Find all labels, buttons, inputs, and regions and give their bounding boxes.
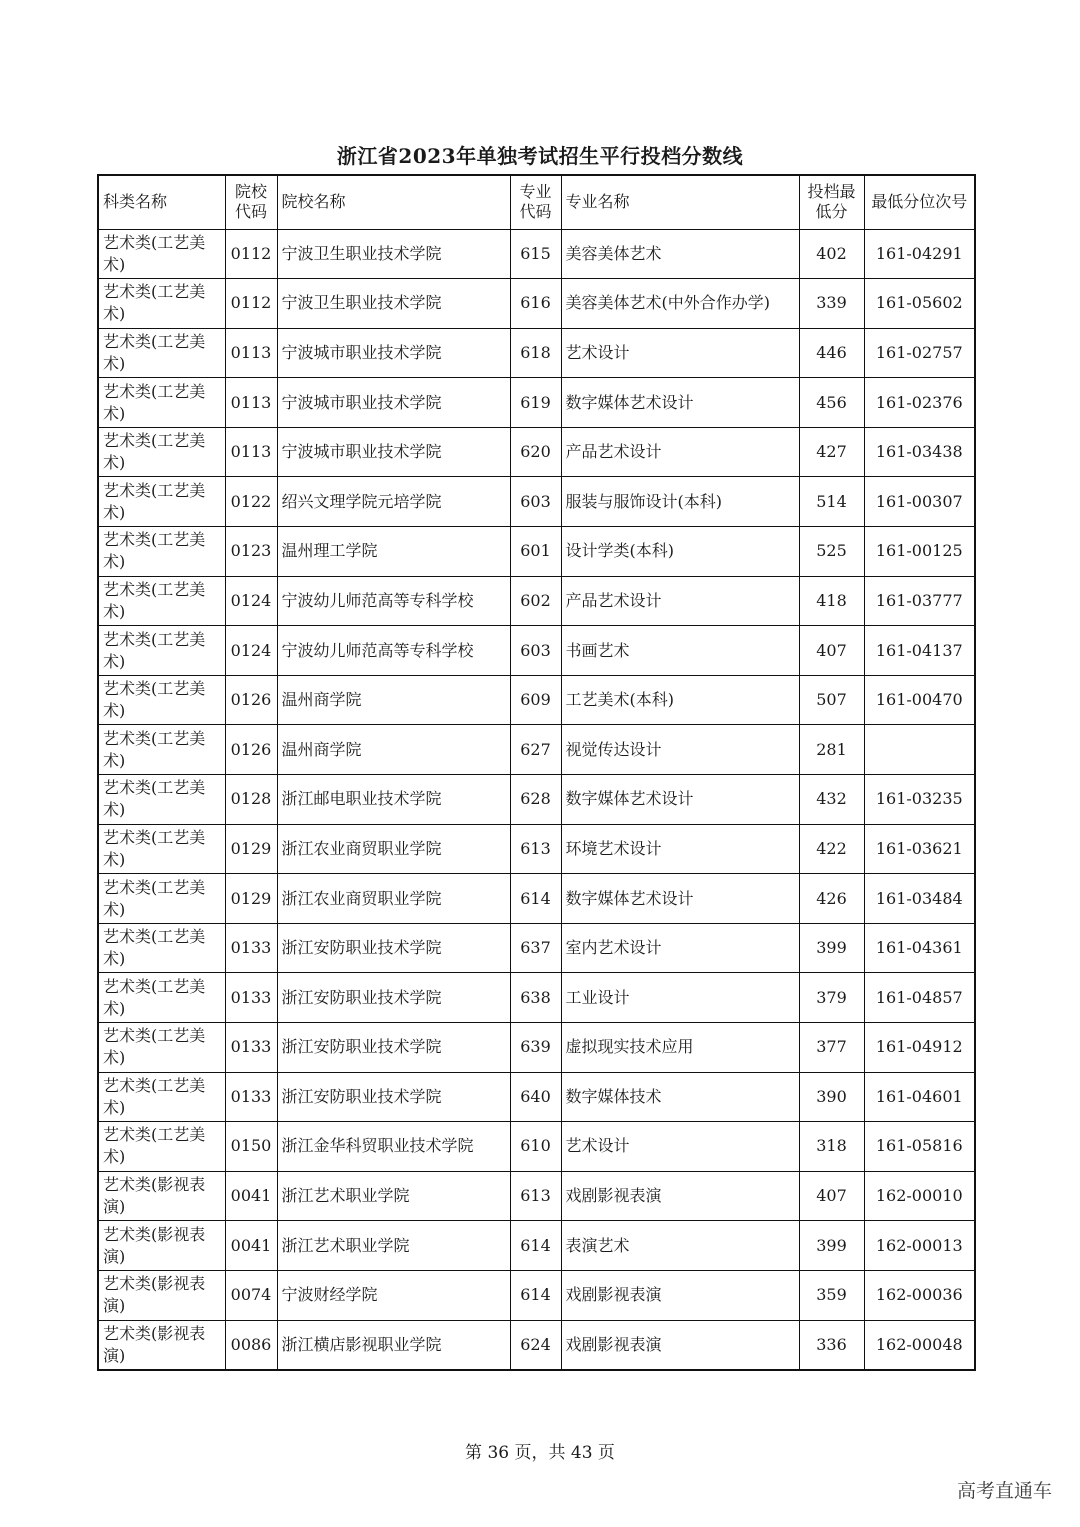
cell-school-name: 宁波城市职业技术学院 <box>277 328 510 378</box>
cell-school-name: 宁波幼儿师范高等专科学校 <box>277 626 510 676</box>
table-row <box>98 427 975 477</box>
cell-school-code: 0133 <box>225 973 277 1023</box>
cell-min-rank: 162-00010 <box>864 1171 975 1221</box>
cell-school-name: 浙江农业商贸职业学院 <box>277 824 510 874</box>
table-row <box>98 1122 975 1172</box>
cell-min-rank: 161-03484 <box>864 874 975 924</box>
cell-min-rank: 161-04361 <box>864 923 975 973</box>
cell-major-code: 619 <box>510 378 561 428</box>
cell-min-score: 456 <box>799 378 864 428</box>
cell-category: 艺术类(工艺美术) <box>98 775 225 825</box>
cell-school-code: 0041 <box>225 1171 277 1221</box>
cell-category: 艺术类(工艺美术) <box>98 626 225 676</box>
table-row <box>98 725 975 775</box>
cell-major-code: 624 <box>510 1320 561 1370</box>
table-row <box>98 328 975 378</box>
cell-min-rank: 161-04601 <box>864 1072 975 1122</box>
cell-school-name: 浙江邮电职业技术学院 <box>277 775 510 825</box>
cell-major-name: 艺术设计 <box>561 1122 799 1172</box>
cell-school-name: 宁波卫生职业技术学院 <box>277 229 510 279</box>
cell-category: 艺术类(工艺美术) <box>98 725 225 775</box>
cell-school-code: 0113 <box>225 328 277 378</box>
cell-major-code: 640 <box>510 1072 561 1122</box>
cell-major-name: 戏剧影视表演 <box>561 1320 799 1370</box>
cell-min-score: 446 <box>799 328 864 378</box>
cell-school-code: 0113 <box>225 427 277 477</box>
cell-major-name: 设计学类(本科) <box>561 527 799 577</box>
cell-min-score: 359 <box>799 1270 864 1320</box>
cell-major-name: 工业设计 <box>561 973 799 1023</box>
cell-school-name: 浙江金华科贸职业技术学院 <box>277 1122 510 1172</box>
cell-min-score: 407 <box>799 1171 864 1221</box>
cell-min-rank: 161-04291 <box>864 229 975 279</box>
cell-major-name: 服装与服饰设计(本科) <box>561 477 799 527</box>
cell-major-name: 表演艺术 <box>561 1221 799 1271</box>
cell-category: 艺术类(工艺美术) <box>98 477 225 527</box>
cell-major-code: 616 <box>510 279 561 329</box>
table-row <box>98 378 975 428</box>
cell-school-name: 宁波幼儿师范高等专科学校 <box>277 576 510 626</box>
cell-major-name: 数字媒体艺术设计 <box>561 775 799 825</box>
cell-category: 艺术类(工艺美术) <box>98 1023 225 1073</box>
cell-major-name: 室内艺术设计 <box>561 923 799 973</box>
cell-category: 艺术类(工艺美术) <box>98 923 225 973</box>
table-row <box>98 775 975 825</box>
table-row <box>98 923 975 973</box>
cell-min-rank: 162-00013 <box>864 1221 975 1271</box>
table-row <box>98 279 975 329</box>
header-school-name: 院校名称 <box>277 175 510 229</box>
cell-min-rank <box>864 725 975 775</box>
table-row <box>98 626 975 676</box>
cell-min-rank: 161-00125 <box>864 527 975 577</box>
cell-min-score: 407 <box>799 626 864 676</box>
cell-major-name: 产品艺术设计 <box>561 576 799 626</box>
header-category: 科类名称 <box>98 175 225 229</box>
cell-school-code: 0113 <box>225 378 277 428</box>
cell-school-code: 0129 <box>225 874 277 924</box>
cell-school-code: 0126 <box>225 675 277 725</box>
cell-major-code: 627 <box>510 725 561 775</box>
cell-category: 艺术类(工艺美术) <box>98 527 225 577</box>
cell-major-name: 虚拟现实技术应用 <box>561 1023 799 1073</box>
cell-school-code: 0074 <box>225 1270 277 1320</box>
cell-min-rank: 161-00307 <box>864 477 975 527</box>
cell-major-name: 书画艺术 <box>561 626 799 676</box>
cell-category: 艺术类(工艺美术) <box>98 675 225 725</box>
header-min-rank: 最低分位次号 <box>864 175 975 229</box>
cell-school-code: 0133 <box>225 1072 277 1122</box>
cell-school-code: 0128 <box>225 775 277 825</box>
cell-school-code: 0150 <box>225 1122 277 1172</box>
cell-school-name: 绍兴文理学院元培学院 <box>277 477 510 527</box>
cell-major-name: 戏剧影视表演 <box>561 1270 799 1320</box>
cell-min-rank: 161-04137 <box>864 626 975 676</box>
table-row <box>98 824 975 874</box>
cell-category: 艺术类(工艺美术) <box>98 328 225 378</box>
header-school-code: 院校代码 <box>225 175 277 229</box>
cell-min-score: 427 <box>799 427 864 477</box>
cell-school-code: 0112 <box>225 229 277 279</box>
cell-min-score: 390 <box>799 1072 864 1122</box>
cell-min-rank: 161-04857 <box>864 973 975 1023</box>
cell-category: 艺术类(影视表演) <box>98 1270 225 1320</box>
cell-major-code: 614 <box>510 1221 561 1271</box>
cell-major-code: 638 <box>510 973 561 1023</box>
cell-major-name: 数字媒体技术 <box>561 1072 799 1122</box>
cell-category: 艺术类(工艺美术) <box>98 824 225 874</box>
cell-school-code: 0133 <box>225 1023 277 1073</box>
cell-major-code: 601 <box>510 527 561 577</box>
cell-category: 艺术类(工艺美术) <box>98 229 225 279</box>
cell-min-rank: 161-02757 <box>864 328 975 378</box>
cell-category: 艺术类(影视表演) <box>98 1320 225 1370</box>
cell-major-code: 639 <box>510 1023 561 1073</box>
table-row <box>98 1072 975 1122</box>
cell-min-score: 432 <box>799 775 864 825</box>
cell-major-code: 614 <box>510 1270 561 1320</box>
cell-min-rank: 161-05602 <box>864 279 975 329</box>
cell-min-score: 422 <box>799 824 864 874</box>
table-row <box>98 1320 975 1370</box>
cell-min-rank: 161-02376 <box>864 378 975 428</box>
cell-min-score: 426 <box>799 874 864 924</box>
cell-major-code: 637 <box>510 923 561 973</box>
cell-major-name: 美容美体艺术(中外合作办学) <box>561 279 799 329</box>
cell-major-code: 603 <box>510 477 561 527</box>
cell-major-name: 产品艺术设计 <box>561 427 799 477</box>
cell-school-name: 宁波卫生职业技术学院 <box>277 279 510 329</box>
cell-school-code: 0123 <box>225 527 277 577</box>
cell-min-rank: 162-00048 <box>864 1320 975 1370</box>
table-row <box>98 477 975 527</box>
cell-major-name: 数字媒体艺术设计 <box>561 378 799 428</box>
cell-category: 艺术类(工艺美术) <box>98 973 225 1023</box>
cell-school-code: 0124 <box>225 626 277 676</box>
cell-min-score: 525 <box>799 527 864 577</box>
table-row <box>98 229 975 279</box>
cell-major-code: 618 <box>510 328 561 378</box>
cell-min-score: 418 <box>799 576 864 626</box>
cell-min-rank: 161-03621 <box>864 824 975 874</box>
cell-min-score: 377 <box>799 1023 864 1073</box>
cell-major-code: 603 <box>510 626 561 676</box>
cell-major-code: 614 <box>510 874 561 924</box>
cell-min-score: 318 <box>799 1122 864 1172</box>
cell-school-code: 0129 <box>225 824 277 874</box>
cell-min-score: 402 <box>799 229 864 279</box>
cell-min-score: 514 <box>799 477 864 527</box>
watermark-text: 高考直通车 <box>956 1480 1052 1502</box>
cell-school-code: 0041 <box>225 1221 277 1271</box>
cell-major-name: 戏剧影视表演 <box>561 1171 799 1221</box>
table-row <box>98 1270 975 1320</box>
cell-min-rank: 161-03438 <box>864 427 975 477</box>
cell-category: 艺术类(影视表演) <box>98 1221 225 1271</box>
cell-school-name: 浙江安防职业技术学院 <box>277 1023 510 1073</box>
cell-min-rank: 161-04912 <box>864 1023 975 1073</box>
page-number: 第 36 页，共 43 页 <box>465 1443 615 1463</box>
cell-major-name: 工艺美术(本科) <box>561 675 799 725</box>
cell-major-name: 美容美体艺术 <box>561 229 799 279</box>
cell-major-code: 628 <box>510 775 561 825</box>
cell-school-name: 宁波城市职业技术学院 <box>277 378 510 428</box>
cell-school-code: 0126 <box>225 725 277 775</box>
cell-major-name: 视觉传达设计 <box>561 725 799 775</box>
table-row <box>98 1171 975 1221</box>
cell-major-code: 613 <box>510 824 561 874</box>
cell-min-score: 281 <box>799 725 864 775</box>
table-row <box>98 1023 975 1073</box>
cell-school-name: 浙江横店影视职业学院 <box>277 1320 510 1370</box>
cell-min-rank: 161-00470 <box>864 675 975 725</box>
cell-major-code: 615 <box>510 229 561 279</box>
table-row <box>98 973 975 1023</box>
cell-school-name: 浙江艺术职业学院 <box>277 1221 510 1271</box>
cell-category: 艺术类(工艺美术) <box>98 1072 225 1122</box>
cell-school-code: 0122 <box>225 477 277 527</box>
cell-school-code: 0086 <box>225 1320 277 1370</box>
header-major-code: 专业代码 <box>510 175 561 229</box>
cell-school-name: 温州商学院 <box>277 675 510 725</box>
header-min-score: 投档最低分 <box>799 175 864 229</box>
cell-category: 艺术类(工艺美术) <box>98 427 225 477</box>
score-table <box>97 174 976 1371</box>
page-title: 浙江省2023年单独考试招生平行投档分数线 <box>336 144 744 168</box>
cell-major-code: 610 <box>510 1122 561 1172</box>
cell-category: 艺术类(工艺美术) <box>98 1122 225 1172</box>
cell-major-name: 环境艺术设计 <box>561 824 799 874</box>
cell-min-score: 507 <box>799 675 864 725</box>
cell-school-code: 0124 <box>225 576 277 626</box>
cell-school-code: 0133 <box>225 923 277 973</box>
cell-category: 艺术类(影视表演) <box>98 1171 225 1221</box>
cell-major-code: 602 <box>510 576 561 626</box>
table-row <box>98 1221 975 1271</box>
cell-major-name: 数字媒体艺术设计 <box>561 874 799 924</box>
cell-school-code: 0112 <box>225 279 277 329</box>
cell-school-name: 温州理工学院 <box>277 527 510 577</box>
cell-school-name: 浙江农业商贸职业学院 <box>277 874 510 924</box>
cell-school-name: 浙江安防职业技术学院 <box>277 973 510 1023</box>
cell-min-rank: 162-00036 <box>864 1270 975 1320</box>
table-row <box>98 576 975 626</box>
table-row <box>98 874 975 924</box>
cell-school-name: 浙江艺术职业学院 <box>277 1171 510 1221</box>
cell-major-code: 609 <box>510 675 561 725</box>
cell-min-score: 379 <box>799 973 864 1023</box>
cell-school-name: 温州商学院 <box>277 725 510 775</box>
cell-major-code: 613 <box>510 1171 561 1221</box>
table-row <box>98 527 975 577</box>
header-major-name: 专业名称 <box>561 175 799 229</box>
table-header-row <box>98 175 975 229</box>
cell-category: 艺术类(工艺美术) <box>98 576 225 626</box>
cell-major-name: 艺术设计 <box>561 328 799 378</box>
cell-min-score: 399 <box>799 1221 864 1271</box>
cell-min-rank: 161-05816 <box>864 1122 975 1172</box>
cell-school-name: 浙江安防职业技术学院 <box>277 923 510 973</box>
cell-min-rank: 161-03235 <box>864 775 975 825</box>
cell-min-score: 399 <box>799 923 864 973</box>
cell-min-rank: 161-03777 <box>864 576 975 626</box>
cell-major-code: 620 <box>510 427 561 477</box>
cell-category: 艺术类(工艺美术) <box>98 378 225 428</box>
cell-category: 艺术类(工艺美术) <box>98 279 225 329</box>
cell-category: 艺术类(工艺美术) <box>98 874 225 924</box>
table-row <box>98 675 975 725</box>
cell-school-name: 浙江安防职业技术学院 <box>277 1072 510 1122</box>
cell-school-name: 宁波财经学院 <box>277 1270 510 1320</box>
cell-school-name: 宁波城市职业技术学院 <box>277 427 510 477</box>
cell-min-score: 336 <box>799 1320 864 1370</box>
cell-min-score: 339 <box>799 279 864 329</box>
